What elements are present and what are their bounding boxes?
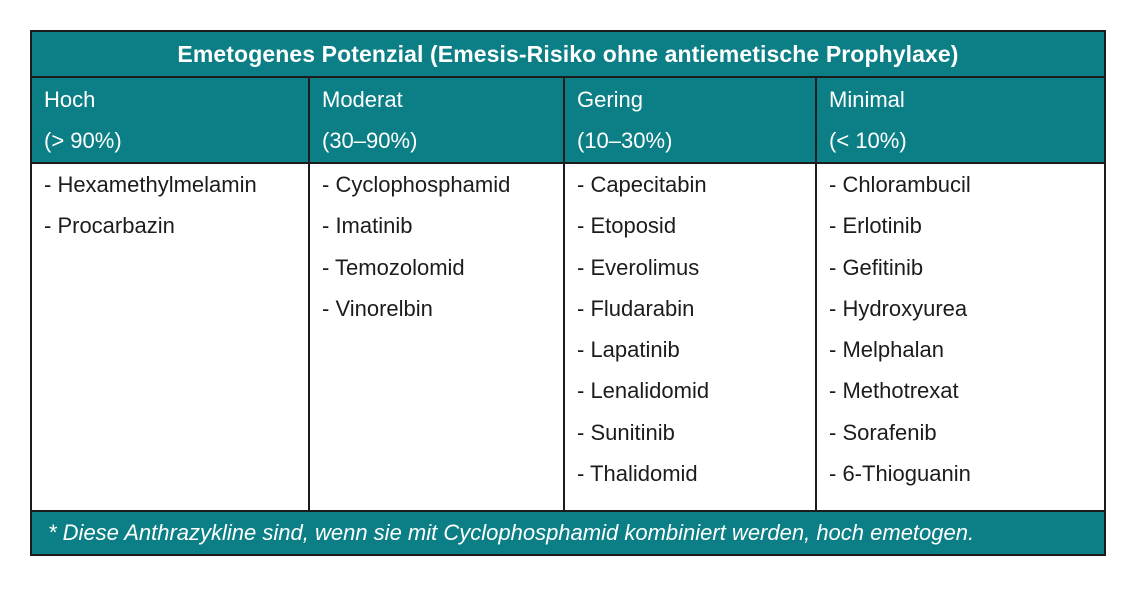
column-header-moderat bbox=[310, 78, 565, 162]
column-range: (30–90%) bbox=[322, 128, 418, 153]
list-item: - Sorafenib bbox=[829, 419, 937, 445]
list-item: - Procarbazin bbox=[44, 213, 175, 239]
list-item: - Vinorelbin bbox=[322, 295, 433, 321]
table-title bbox=[32, 32, 1104, 78]
drug-list bbox=[322, 174, 563, 339]
list-item: - Hydroxyurea bbox=[829, 295, 968, 321]
drug-list bbox=[829, 174, 1104, 504]
drug-list bbox=[577, 174, 815, 504]
column-body-gering bbox=[565, 164, 817, 510]
table-footnote bbox=[32, 510, 1104, 554]
column-name: Minimal bbox=[829, 87, 905, 112]
column-header-minimal bbox=[817, 78, 1104, 162]
list-item: - Fludarabin bbox=[577, 295, 695, 321]
column-range: (< 10%) bbox=[829, 128, 907, 153]
list-item: - Thalidomid bbox=[577, 461, 698, 487]
list-item: - Lenalidomid bbox=[577, 378, 710, 404]
list-item: - Lapatinib bbox=[577, 337, 680, 363]
list-item: - Sunitinib bbox=[577, 419, 675, 445]
list-item: - Erlotinib bbox=[829, 213, 922, 239]
list-item: - Gefitinib bbox=[829, 254, 924, 280]
list-item: - Melphalan bbox=[829, 337, 944, 363]
body-row bbox=[32, 164, 1104, 510]
list-item: - Etoposid bbox=[577, 213, 677, 239]
drug-list bbox=[44, 174, 308, 257]
list-item: - Hexamethylmelamin bbox=[44, 172, 257, 197]
column-name: Gering bbox=[577, 87, 644, 112]
column-range: (10–30%) bbox=[577, 128, 673, 153]
list-item: - Imatinib bbox=[322, 213, 413, 239]
table-title-text: Emetogenes Potenzial (Emesis-Risiko ohne antiemetische Prophylaxe) bbox=[177, 40, 959, 67]
list-item: - Capecitabin bbox=[577, 172, 707, 197]
header-row bbox=[32, 78, 1104, 164]
list-item: - Chlorambucil bbox=[829, 172, 971, 197]
column-body-minimal bbox=[817, 164, 1104, 510]
column-body-moderat bbox=[310, 164, 565, 510]
column-header-gering bbox=[565, 78, 817, 162]
column-header-hoch bbox=[32, 78, 310, 162]
column-name: Hoch bbox=[44, 87, 96, 112]
column-name: Moderat bbox=[322, 87, 403, 112]
list-item: - Temozolomid bbox=[322, 254, 465, 280]
list-item: - Cyclophosphamid bbox=[322, 172, 511, 197]
column-range: (> 90%) bbox=[44, 128, 122, 153]
list-item: - Methotrexat bbox=[829, 378, 959, 404]
list-item: - Everolimus bbox=[577, 254, 700, 280]
list-item: - 6-Thioguanin bbox=[829, 461, 971, 487]
emetogenic-potential-table bbox=[30, 30, 1106, 556]
column-body-hoch bbox=[32, 164, 310, 510]
footnote-text: * Diese Anthrazykline sind, wenn sie mit Cyclophosphamid kombiniert werden, hoch emetogen. bbox=[48, 520, 975, 545]
